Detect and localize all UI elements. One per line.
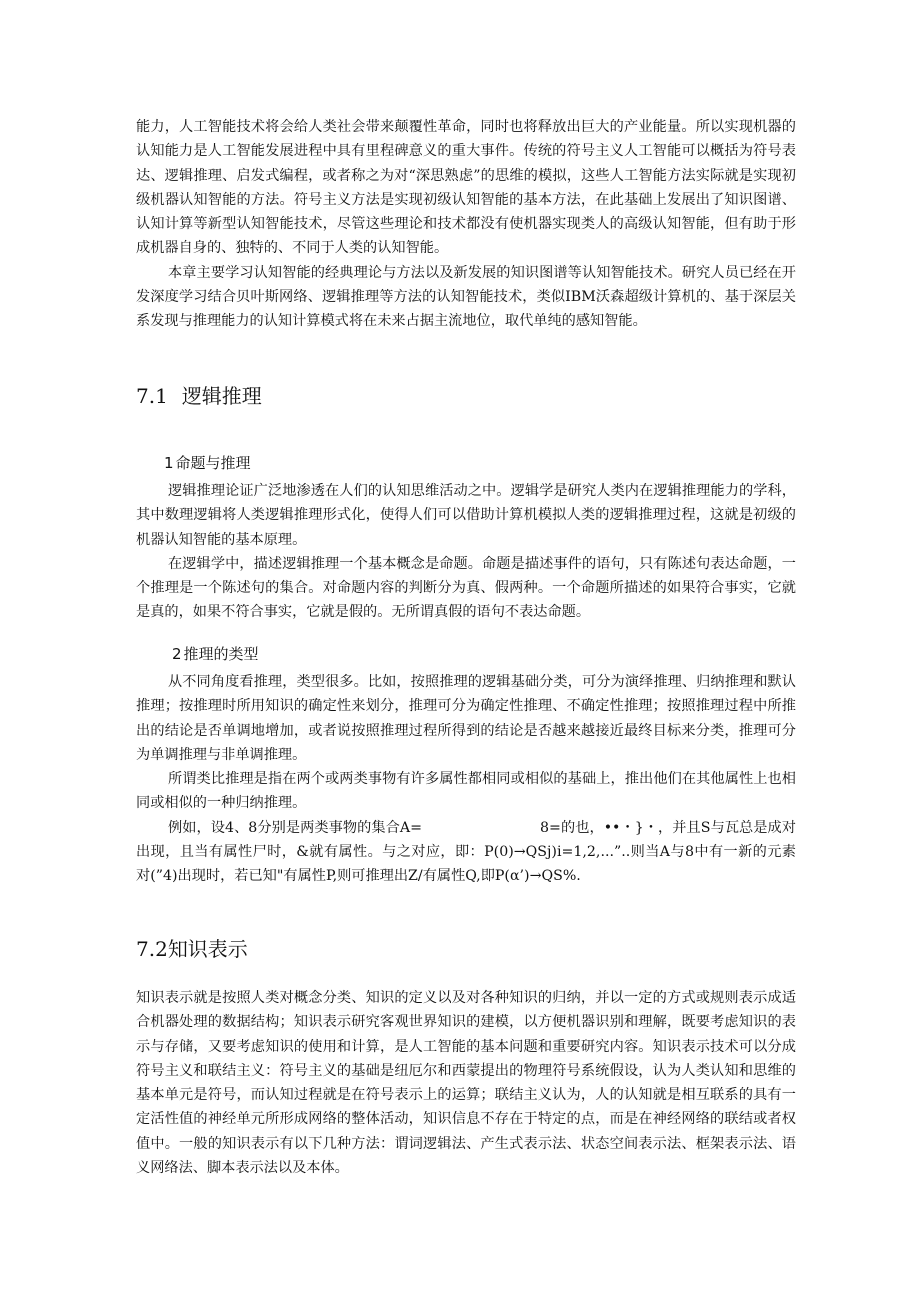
intro-paragraph-1: 能力，人工智能技术将会给人类社会带来颠覆性革命，同时也将释放出巨大的产业能量。所以实现机器的认知能力是人工智能发展进程中具有里程碑意义的重大事件。传统的符号主义人工智能可以概括为符号表达、逻辑推理、启发式编程，或者称之为对“深思熟虑”的思维的模拟，这些人工智能方法实际就是实现初级机器认知智能的方法。符号主义方法是实现初级认知智能的基本方法，在此基础上发展出了知识图谱、认知计算等新型认知智能技术，尽管这些理论和技术都没有使机器实现类人的高级认知智能，但有助于形成机器自身的、独特的、不同于人类的认知智能。 [136,119,796,257]
section-number: 7.2 [136,937,168,961]
section-7-2-body [136,986,796,1180]
subsection-number: 1 [164,454,174,472]
section-7-1-heading [136,380,262,409]
example-text-a: 例如，设4、8分别是两类事物的集合A= [168,819,422,836]
paragraph: 逻辑推理论证广泛地渗透在人们的认知思维活动之中。逻辑学是研究人类内在逻辑推理能力的学科，其中数理逻辑将人类逻辑推理形式化，使得人们可以借助计算机模拟人类的逻辑推理过程，这就是初级的机器认知智能的基本原理。 [136,483,796,548]
section-title: 逻辑推理 [181,384,262,408]
paragraph: 从不同角度看推理，类型很多。比如，按照推理的逻辑基础分类，可分为演绎推理、归纳推理和默认推理；按推理时所用知识的确定性来划分，推理可分为确定性推理、不确定性推理；按照推理过程中所推出的结论是否单调地增加，或者说按照推理过程所得到的结论是否越来越接近最终目标来分类，推理可分为单调推理与非单调推理。 [136,674,796,763]
intro-paragraph-2: 本章主要学习认知智能的经典理论与方法以及新发展的知识图谱等认知智能技术。研究人员已经在开发深度学习结合贝叶斯网络、逻辑推理等方法的认知智能技术，类似IBM沃森超级计算机的、基于深层关系发现与推理能力的认知计算模式将在未来占据主流地位，取代单纯的感知智能。 [136,264,796,330]
paragraph: 在逻辑学中，描述逻辑推理一个基本概念是命题。命题是描述事件的语句，只有陈述句表达命题，一个推理是一个陈述句的集合。对命题内容的判断分为真、假两种。一个命题所描述的如果符合事实，它就是真的，如果不符合事实，它就是假的。无所谓真假的语句不表达命题。 [136,555,796,621]
paragraph: 知识表示就是按照人类对概念分类、知识的定义以及对各种知识的归纳，并以一定的方式或规则表示成适合机器处理的数据结构；知识表示研究客观世界知识的建模，以方便机器识别和理解，既要考虑知识的表示与存储，又要考虑知识的使用和计算，是人工智能的基本问题和重要研究内容。知识表示技术可以分成符号主义和联结主义：符号主义的基础是纽厄尔和西蒙提出的物理符号系统假设，认为人类认知和思维的基本单元是符号，而认知过程就是在符号表示上的运算；联结主义认为，人的认知就是相互联系的具有一定活性值的神经单元所形成网络的整体活动，知识信息不存在于特定的点，而是在神经网络的联结或者权值中。一般的知识表示有以下几种方法：谓词逻辑法、产生式表示法、状态空间表示法、框架表示法、语义网络法、脚本表示法以及本体。 [136,990,796,1177]
subsection-title: 命题与推理 [175,454,251,472]
section-title: 知识表示 [167,937,248,961]
intro-block [136,115,796,334]
paragraph-example [136,816,796,889]
subsection-2-body [136,670,796,889]
subsection-1-body [136,479,796,625]
section-number: 7.1 [136,384,168,408]
paragraph: 所谓类比推理是指在两个或两类事物有许多属性都相同或相似的基础上，推出他们在其他属性上也相同或相似的一种归纳推理。 [136,771,796,812]
section-7-2-heading [136,933,248,962]
subsection-2-heading [172,643,259,664]
example-text-b: 8=的也，••・}・，并且S与瓦总是成对出现，且当有属性尸时，&就有属性。与之对应，即：P(0)→QSj)i=1,2,...”..则当A与8中有一新的元素对(”4)出现时，若已知"有属性P,则可推理出Z/有属性Q,即P(α’)→QS%. [136,819,796,885]
subsection-number: 2 [172,645,182,663]
subsection-1-heading [164,452,251,473]
subsection-title: 推理的类型 [183,645,259,663]
